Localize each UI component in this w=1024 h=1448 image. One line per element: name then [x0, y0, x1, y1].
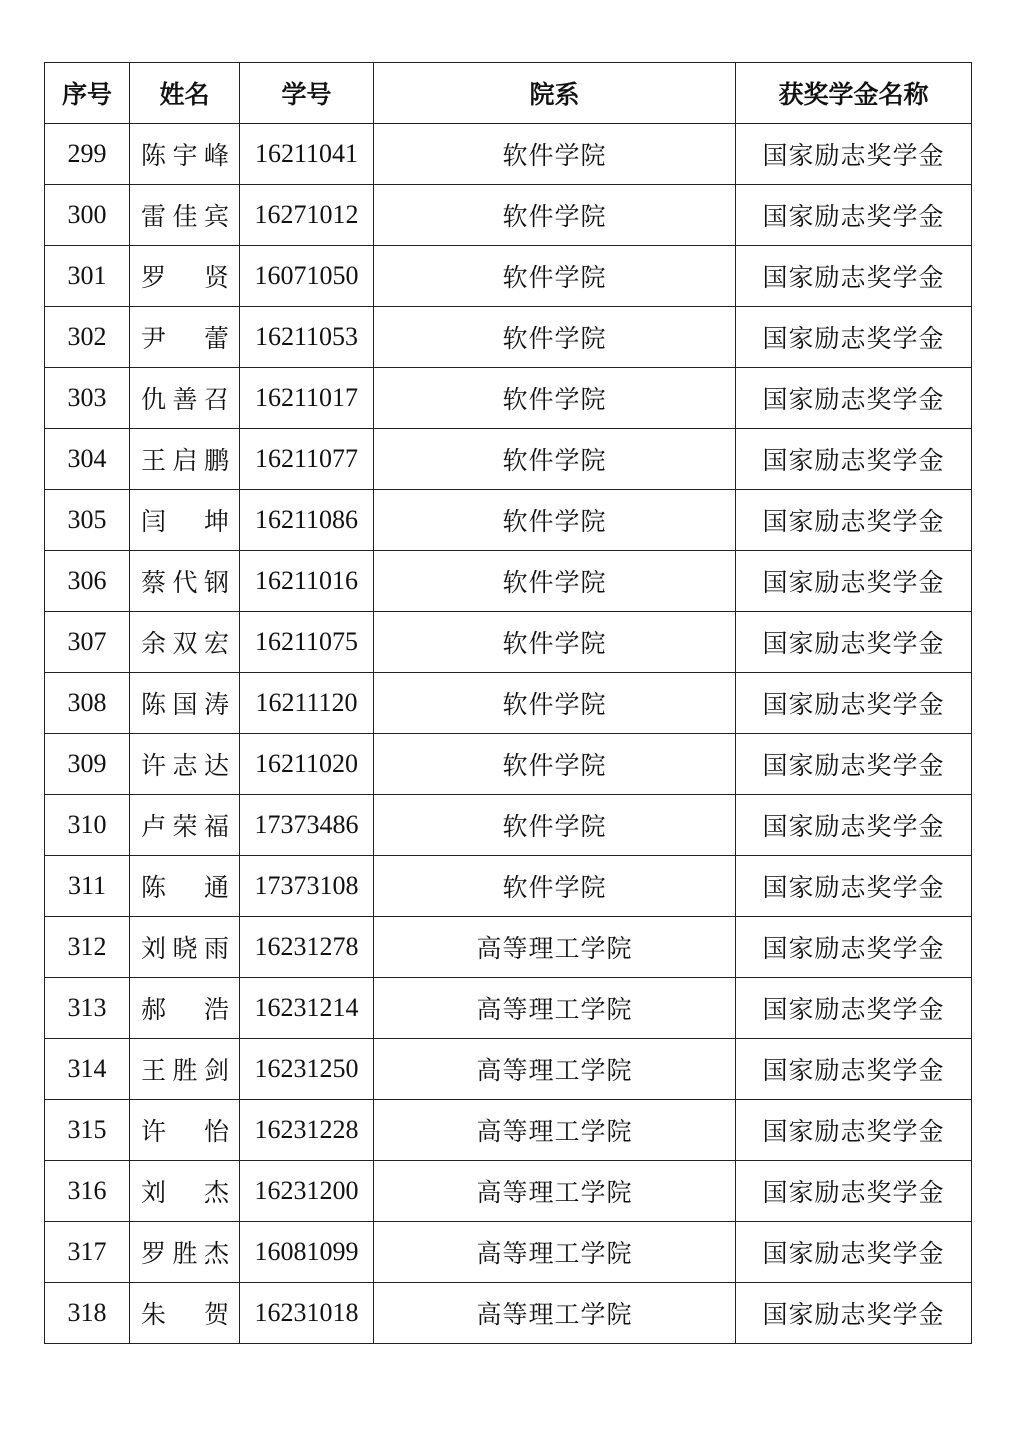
row-name-cell	[130, 1039, 240, 1100]
row-department: 软件学院	[374, 734, 736, 795]
table-body	[45, 124, 972, 1344]
name-char: 卢	[141, 812, 167, 841]
row-award: 国家励志奖学金	[736, 1039, 972, 1100]
row-name	[130, 746, 239, 782]
row-student-id: 16211077	[240, 429, 374, 490]
row-student-id: 17373486	[240, 795, 374, 856]
row-student-id: 16211017	[240, 368, 374, 429]
table-row	[45, 978, 972, 1039]
row-num: 316	[45, 1161, 130, 1222]
table-row	[45, 1100, 972, 1161]
table-row	[45, 307, 972, 368]
table-row	[45, 368, 972, 429]
table-row	[45, 124, 972, 185]
name-char: 国	[172, 690, 198, 719]
row-name	[130, 258, 239, 294]
table-row	[45, 795, 972, 856]
row-award: 国家励志奖学金	[736, 307, 972, 368]
name-char: 杰	[203, 1239, 229, 1268]
row-num: 311	[45, 856, 130, 917]
row-award: 国家励志奖学金	[736, 185, 972, 246]
name-char: 宾	[203, 202, 229, 231]
row-num: 317	[45, 1222, 130, 1283]
row-name-cell	[130, 856, 240, 917]
row-department: 软件学院	[374, 856, 736, 917]
row-num: 307	[45, 612, 130, 673]
row-num: 300	[45, 185, 130, 246]
row-student-id: 16211120	[240, 673, 374, 734]
name-char: 仇	[141, 385, 167, 414]
row-student-id: 17373108	[240, 856, 374, 917]
name-char: 王	[141, 1056, 167, 1085]
name-char: 宇	[172, 141, 198, 170]
row-award: 国家励志奖学金	[736, 246, 972, 307]
name-char: 王	[141, 446, 167, 475]
row-department: 高等理工学院	[374, 1222, 736, 1283]
header-num: 序号	[45, 63, 130, 124]
row-name	[130, 563, 239, 599]
row-name-cell	[130, 551, 240, 612]
row-student-id: 16231250	[240, 1039, 374, 1100]
row-num: 301	[45, 246, 130, 307]
row-student-id: 16211041	[240, 124, 374, 185]
row-department: 高等理工学院	[374, 1161, 736, 1222]
row-award: 国家励志奖学金	[736, 1283, 972, 1344]
name-char: 杰	[203, 1178, 229, 1207]
scholarship-table	[44, 62, 972, 1344]
row-award: 国家励志奖学金	[736, 856, 972, 917]
row-student-id: 16231228	[240, 1100, 374, 1161]
row-num: 315	[45, 1100, 130, 1161]
row-name-cell	[130, 185, 240, 246]
row-num: 312	[45, 917, 130, 978]
row-student-id: 16071050	[240, 246, 374, 307]
row-department: 高等理工学院	[374, 917, 736, 978]
row-name-cell	[130, 368, 240, 429]
row-department: 高等理工学院	[374, 1283, 736, 1344]
row-name	[130, 1295, 239, 1331]
name-char: 善	[172, 385, 198, 414]
name-char: 许	[141, 751, 167, 780]
row-award: 国家励志奖学金	[736, 917, 972, 978]
table-row	[45, 185, 972, 246]
table-row	[45, 246, 972, 307]
name-char: 钢	[203, 568, 229, 597]
name-char: 陈	[141, 873, 167, 902]
name-char: 通	[203, 873, 229, 902]
row-name-cell	[130, 612, 240, 673]
row-award: 国家励志奖学金	[736, 368, 972, 429]
name-char: 怡	[203, 1117, 229, 1146]
row-department: 软件学院	[374, 490, 736, 551]
row-name	[130, 1173, 239, 1209]
row-name	[130, 685, 239, 721]
name-char: 朱	[141, 1300, 167, 1329]
table-row	[45, 612, 972, 673]
row-student-id: 16271012	[240, 185, 374, 246]
row-award: 国家励志奖学金	[736, 429, 972, 490]
name-char: 许	[141, 1117, 167, 1146]
row-award: 国家励志奖学金	[736, 490, 972, 551]
name-char: 陈	[141, 690, 167, 719]
row-num: 309	[45, 734, 130, 795]
row-name	[130, 319, 239, 355]
row-award: 国家励志奖学金	[736, 124, 972, 185]
row-award: 国家励志奖学金	[736, 1161, 972, 1222]
name-char: 双	[172, 629, 198, 658]
row-department: 软件学院	[374, 368, 736, 429]
row-department: 软件学院	[374, 246, 736, 307]
table-row	[45, 673, 972, 734]
name-char: 余	[141, 629, 167, 658]
row-department: 软件学院	[374, 429, 736, 490]
name-char: 鹏	[203, 446, 229, 475]
row-award: 国家励志奖学金	[736, 612, 972, 673]
row-department: 软件学院	[374, 673, 736, 734]
table-row	[45, 1283, 972, 1344]
row-name	[130, 868, 239, 904]
row-name-cell	[130, 673, 240, 734]
name-char: 贤	[203, 263, 229, 292]
row-award: 国家励志奖学金	[736, 734, 972, 795]
name-char: 佳	[172, 202, 198, 231]
table-row	[45, 734, 972, 795]
row-student-id: 16211016	[240, 551, 374, 612]
table-row	[45, 917, 972, 978]
row-student-id: 16081099	[240, 1222, 374, 1283]
row-department: 软件学院	[374, 124, 736, 185]
name-char: 蕾	[203, 324, 229, 353]
table-row	[45, 490, 972, 551]
name-char: 闫	[141, 507, 167, 536]
row-department: 高等理工学院	[374, 1039, 736, 1100]
row-num: 305	[45, 490, 130, 551]
name-char: 刘	[141, 1178, 167, 1207]
row-name-cell	[130, 490, 240, 551]
row-student-id: 16211075	[240, 612, 374, 673]
row-award: 国家励志奖学金	[736, 1100, 972, 1161]
row-student-id: 16211053	[240, 307, 374, 368]
row-num: 310	[45, 795, 130, 856]
header-name: 姓名	[130, 63, 240, 124]
row-name-cell	[130, 978, 240, 1039]
row-name-cell	[130, 429, 240, 490]
row-num: 306	[45, 551, 130, 612]
row-department: 软件学院	[374, 612, 736, 673]
row-student-id: 16231200	[240, 1161, 374, 1222]
row-name	[130, 990, 239, 1026]
row-num: 302	[45, 307, 130, 368]
name-char: 贺	[203, 1300, 229, 1329]
name-char: 启	[172, 446, 198, 475]
row-award: 国家励志奖学金	[736, 673, 972, 734]
name-char: 剑	[203, 1056, 229, 1085]
row-name	[130, 624, 239, 660]
row-name	[130, 1051, 239, 1087]
row-name	[130, 441, 239, 477]
row-name	[130, 136, 239, 172]
header-award: 获奖学金名称	[736, 63, 972, 124]
row-num: 304	[45, 429, 130, 490]
row-department: 软件学院	[374, 185, 736, 246]
name-char: 召	[203, 385, 229, 414]
row-name-cell	[130, 307, 240, 368]
row-name-cell	[130, 246, 240, 307]
header-student-id: 学号	[240, 63, 374, 124]
row-name	[130, 502, 239, 538]
header-department: 院系	[374, 63, 736, 124]
row-num: 314	[45, 1039, 130, 1100]
row-department: 软件学院	[374, 551, 736, 612]
name-char: 雨	[203, 934, 229, 963]
name-char: 郝	[141, 995, 167, 1024]
name-char: 达	[203, 751, 229, 780]
row-num: 318	[45, 1283, 130, 1344]
name-char: 晓	[172, 934, 198, 963]
row-name	[130, 197, 239, 233]
name-char: 陈	[141, 141, 167, 170]
row-name-cell	[130, 1283, 240, 1344]
row-name	[130, 929, 239, 965]
row-name-cell	[130, 1161, 240, 1222]
name-char: 宏	[203, 629, 229, 658]
table-row	[45, 1222, 972, 1283]
table-row	[45, 1161, 972, 1222]
row-award: 国家励志奖学金	[736, 978, 972, 1039]
name-char: 蔡	[141, 568, 167, 597]
row-num: 303	[45, 368, 130, 429]
row-award: 国家励志奖学金	[736, 795, 972, 856]
name-char: 尹	[141, 324, 167, 353]
row-department: 软件学院	[374, 795, 736, 856]
row-name	[130, 380, 239, 416]
row-name	[130, 1234, 239, 1270]
row-award: 国家励志奖学金	[736, 1222, 972, 1283]
name-char: 荣	[172, 812, 198, 841]
name-char: 涛	[203, 690, 229, 719]
row-department: 软件学院	[374, 307, 736, 368]
name-char: 坤	[203, 507, 229, 536]
row-name-cell	[130, 795, 240, 856]
name-char: 代	[172, 568, 198, 597]
row-name-cell	[130, 124, 240, 185]
row-department: 高等理工学院	[374, 978, 736, 1039]
row-name-cell	[130, 1222, 240, 1283]
row-num: 308	[45, 673, 130, 734]
table-row	[45, 1039, 972, 1100]
row-name	[130, 807, 239, 843]
row-num: 299	[45, 124, 130, 185]
row-name-cell	[130, 734, 240, 795]
row-name-cell	[130, 1100, 240, 1161]
name-char: 刘	[141, 934, 167, 963]
name-char: 浩	[203, 995, 229, 1024]
row-student-id: 16211086	[240, 490, 374, 551]
row-student-id: 16211020	[240, 734, 374, 795]
row-name	[130, 1112, 239, 1148]
name-char: 胜	[172, 1056, 198, 1085]
name-char: 罗	[141, 263, 167, 292]
name-char: 胜	[172, 1239, 198, 1268]
name-char: 福	[203, 812, 229, 841]
name-char: 雷	[141, 202, 167, 231]
row-award: 国家励志奖学金	[736, 551, 972, 612]
table-header	[45, 63, 972, 124]
row-student-id: 16231278	[240, 917, 374, 978]
row-num: 313	[45, 978, 130, 1039]
table-row	[45, 429, 972, 490]
header-row	[45, 63, 972, 124]
name-char: 志	[172, 751, 198, 780]
name-char: 峰	[203, 141, 229, 170]
table-row	[45, 551, 972, 612]
row-name-cell	[130, 917, 240, 978]
row-student-id: 16231214	[240, 978, 374, 1039]
name-char: 罗	[141, 1239, 167, 1268]
table-row	[45, 856, 972, 917]
row-student-id: 16231018	[240, 1283, 374, 1344]
row-department: 高等理工学院	[374, 1100, 736, 1161]
